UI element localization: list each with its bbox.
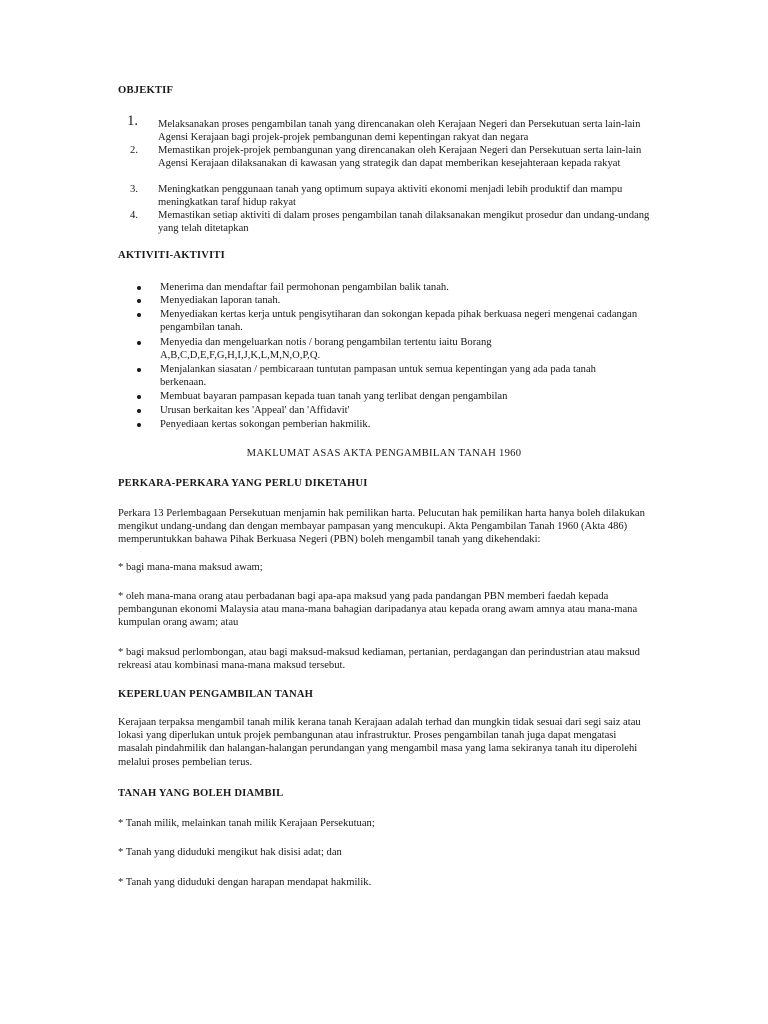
objektif-item-text: Memastikan setiap aktiviti di dalam proses pengambilan tanah dilaksanakan mengikut prosedur dan undang-undang yang telah ditetapkan <box>158 210 650 235</box>
perkara-point-text: * bagi maksud perlombongan, atau bagi maksud-maksud kediaman, pertanian, perdagangan dan perindustrian atau maksud rekreasi atau kombinasi mana-mana maksud tersebut. <box>118 647 640 672</box>
keperluan-heading: KEPERLUAN PENGAMBILAN TANAH <box>118 689 314 700</box>
perkara-point-text: * oleh mana-mana orang atau perbadanan bagi apa-apa maksud yang pada pandangan PBN memberi faedah kepada pembangunan ekonomi Malaysia atau mana-mana bahagian daripadanya atau kepada orang awam amnya atau mana-mana kumpulan orang awam; atau <box>118 591 638 629</box>
bullet-icon <box>137 286 141 290</box>
objektif-item-text: Meningkatkan penggunaan tanah yang optimum supaya aktiviti ekonomi menjadi lebih produktif dan mampu meningkatkan taraf hidup rakyat <box>158 184 623 209</box>
objektif-heading: OBJEKTIF <box>118 85 174 96</box>
tanah-heading: TANAH YANG BOLEH DIAMBIL <box>118 788 284 799</box>
aktiviti-item-text: Menyediakan laporan tanah. <box>160 295 281 306</box>
objektif-item-text: Memastikan projek-projek pembangunan yang direncanakan oleh Kerajaan Negeri dan Persekutuan serta lain-lain Agensi Kerajaan dilaksanakan di kawasan yang strategik dan dapat memberikan kesejahteraan kepada rakyat <box>158 145 642 170</box>
tanah-item: * Tanah milik, melainkan tanah milik Kerajaan Persekutuan; <box>118 818 375 829</box>
bullet-icon <box>137 299 141 303</box>
objektif-list <box>118 113 652 238</box>
aktiviti-item-text: Penyediaan kertas sokongan pemberian hakmilik. <box>160 419 371 430</box>
aktiviti-item-text: Membuat bayaran pampasan kepada tuan tanah yang terlibat dengan pengambilan <box>160 391 508 402</box>
aktiviti-list <box>137 281 647 431</box>
tanah-item: * Tanah yang diduduki dengan harapan mendapat hakmilik. <box>118 877 372 888</box>
aktiviti-item-text: Menyediakan kertas kerja untuk pengisytiharan dan sokongan kepada pihak berkuasa negeri mengenai cadangan pengambilan tanah. <box>160 309 638 334</box>
perkara-paragraph <box>118 507 652 547</box>
perkara-point <box>118 590 652 630</box>
bullet-icon <box>137 313 141 317</box>
keperluan-paragraph-text: Kerajaan terpaksa mengambil tanah milik kerana tanah Kerajaan adalah terhad dan mungkin tidak sesuai dari segi saiz atau lokasi yang diperlukan untuk projek pembangunan atau infrastruktur. Proses pengambilan tanah juga dapat mengatasi masalah pindahmilik dan halangan-halangan perundangan yang mengambil masa yang lama sekiranya tanah itu diperolehi melalui proses pembelian terus. <box>118 717 641 768</box>
aktiviti-heading: AKTIVITI-AKTIVITI <box>118 250 226 261</box>
objektif-item-number: 2. <box>130 145 138 156</box>
bullet-icon <box>137 423 141 427</box>
bullet-icon <box>137 368 141 372</box>
bullet-icon <box>137 395 141 399</box>
aktiviti-item-text: Menyedia dan mengeluarkan notis / borang pengambilan tertentu iaitu Borang A,B,C,D,E,F,G,H,I,J,K,L,M,N,O,P,Q. <box>160 337 492 362</box>
perkara-point: * bagi mana-mana maksud awam; <box>118 562 263 573</box>
bullet-icon <box>137 341 141 345</box>
maklumat-title: MAKLUMAT ASAS AKTA PENGAMBILAN TANAH 1960 <box>246 448 522 459</box>
objektif-item-number: 1. <box>127 113 138 129</box>
aktiviti-item-text: Menerima dan mendaftar fail permohonan pengambilan balik tanah. <box>160 282 449 293</box>
tanah-item: * Tanah yang diduduki mengikut hak disisi adat; dan <box>118 847 342 858</box>
bullet-icon <box>137 409 141 413</box>
objektif-item-text: Melaksanakan proses pengambilan tanah yang direncanakan oleh Kerajaan Negeri dan Persekutuan serta lain-lain Agensi Kerajaan bagi projek-projek pembangunan demi kepentingan rakyat dan negara <box>158 119 641 144</box>
objektif-item-number: 4. <box>130 210 138 221</box>
objektif-item-number: 3. <box>130 184 138 195</box>
perkara-heading: PERKARA-PERKARA YANG PERLU DIKETAHUI <box>118 478 368 489</box>
aktiviti-item-text: Menjalankan siasatan / pembicaraan tuntutan pampasan untuk semua kepentingan yang ada pada tanah berkenaan. <box>160 364 596 389</box>
keperluan-paragraph <box>118 716 652 769</box>
perkara-point <box>118 646 652 672</box>
aktiviti-item-text: Urusan berkaitan kes 'Appeal' dan 'Affidavit' <box>160 405 350 416</box>
perkara-paragraph-text: Perkara 13 Perlembagaan Persekutuan menjamin hak pemilikan harta. Pelucutan hak pemilikan harta hanya boleh dilakukan mengikut undang-undang dan dengan membayar pampasan yang mencukupi. Akta Pengambilan Tanah 1960 (Akta 486) memperuntukkan bahawa Pihak Berkuasa Negeri (PBN) boleh mengambil tanah yang dikehendaki: <box>118 508 645 546</box>
